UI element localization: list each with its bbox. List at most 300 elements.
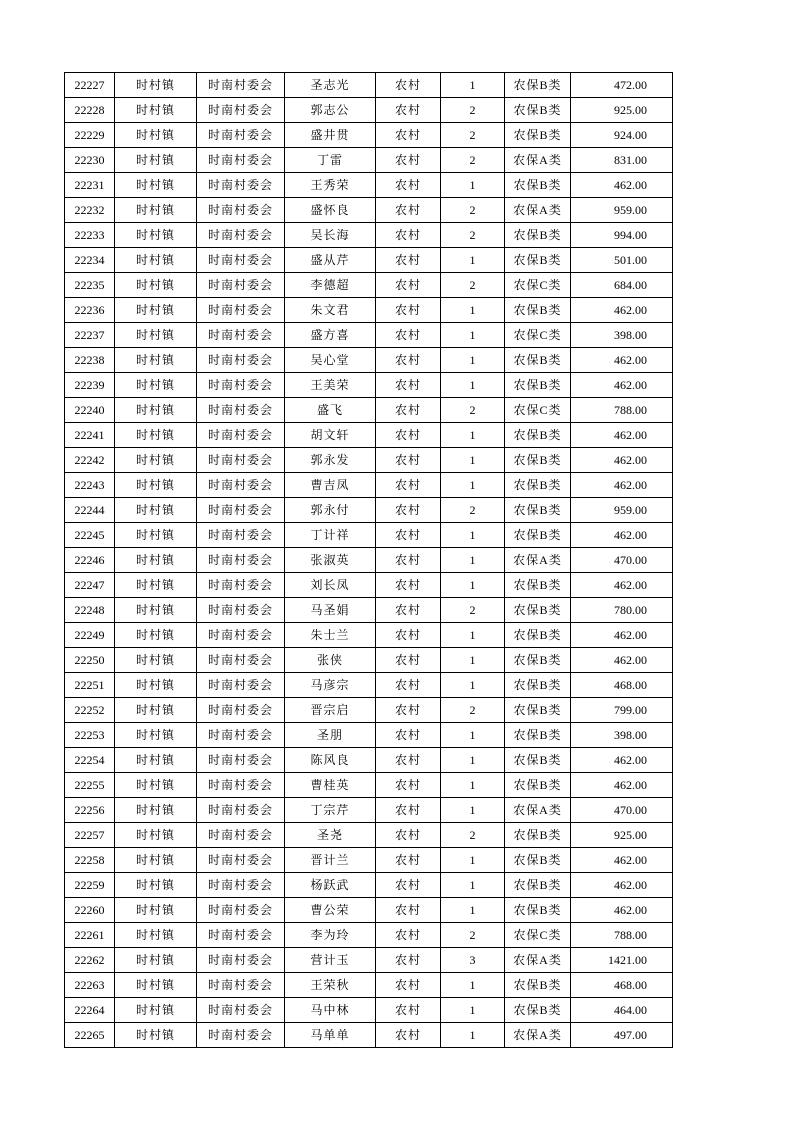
cell-village: 时南村委会 (197, 598, 285, 623)
cell-village: 时南村委会 (197, 373, 285, 398)
cell-category: 农保B类 (505, 973, 571, 998)
table-row (65, 648, 673, 673)
cell-type: 农村 (376, 973, 441, 998)
cell-id: 22234 (65, 248, 115, 273)
cell-type: 农村 (376, 698, 441, 723)
cell-category: 农保B类 (505, 348, 571, 373)
cell-category: 农保B类 (505, 523, 571, 548)
cell-count: 1 (441, 748, 505, 773)
table-row (65, 773, 673, 798)
cell-category: 农保B类 (505, 998, 571, 1023)
table-row (65, 448, 673, 473)
cell-name: 马彦宗 (285, 673, 376, 698)
cell-id: 22233 (65, 223, 115, 248)
cell-town: 时村镇 (115, 448, 197, 473)
cell-amount: 994.00 (571, 223, 673, 248)
cell-id: 22232 (65, 198, 115, 223)
cell-village: 时南村委会 (197, 823, 285, 848)
table-row (65, 523, 673, 548)
cell-amount: 780.00 (571, 598, 673, 623)
table-row (65, 573, 673, 598)
cell-id: 22261 (65, 923, 115, 948)
cell-amount: 462.00 (571, 898, 673, 923)
cell-id: 22262 (65, 948, 115, 973)
cell-count: 1 (441, 973, 505, 998)
cell-name: 朱文君 (285, 298, 376, 323)
cell-name: 盛井贯 (285, 123, 376, 148)
cell-name: 马中林 (285, 998, 376, 1023)
table-row (65, 748, 673, 773)
cell-amount: 462.00 (571, 873, 673, 898)
cell-name: 马圣娟 (285, 598, 376, 623)
cell-town: 时村镇 (115, 423, 197, 448)
table-row (65, 348, 673, 373)
cell-type: 农村 (376, 923, 441, 948)
cell-town: 时村镇 (115, 823, 197, 848)
cell-category: 农保B类 (505, 873, 571, 898)
cell-category: 农保B类 (505, 248, 571, 273)
cell-village: 时南村委会 (197, 223, 285, 248)
cell-name: 吴长海 (285, 223, 376, 248)
cell-count: 1 (441, 848, 505, 873)
cell-id: 22236 (65, 298, 115, 323)
cell-village: 时南村委会 (197, 723, 285, 748)
cell-town: 时村镇 (115, 148, 197, 173)
table-row (65, 798, 673, 823)
cell-town: 时村镇 (115, 73, 197, 98)
cell-name: 盛方喜 (285, 323, 376, 348)
cell-type: 农村 (376, 73, 441, 98)
cell-category: 农保B类 (505, 298, 571, 323)
cell-town: 时村镇 (115, 223, 197, 248)
cell-type: 农村 (376, 373, 441, 398)
cell-amount: 684.00 (571, 273, 673, 298)
cell-name: 盛怀良 (285, 198, 376, 223)
cell-id: 22251 (65, 673, 115, 698)
cell-type: 农村 (376, 398, 441, 423)
cell-id: 22242 (65, 448, 115, 473)
cell-type: 农村 (376, 473, 441, 498)
cell-name: 张侠 (285, 648, 376, 673)
cell-name: 曹公荣 (285, 898, 376, 923)
cell-village: 时南村委会 (197, 973, 285, 998)
table-row (65, 723, 673, 748)
cell-id: 22237 (65, 323, 115, 348)
cell-id: 22253 (65, 723, 115, 748)
cell-amount: 462.00 (571, 423, 673, 448)
cell-type: 农村 (376, 173, 441, 198)
cell-count: 1 (441, 798, 505, 823)
cell-category: 农保B类 (505, 773, 571, 798)
cell-amount: 925.00 (571, 98, 673, 123)
cell-village: 时南村委会 (197, 273, 285, 298)
table-row (65, 173, 673, 198)
cell-village: 时南村委会 (197, 398, 285, 423)
cell-village: 时南村委会 (197, 148, 285, 173)
cell-category: 农保A类 (505, 148, 571, 173)
cell-name: 郭永付 (285, 498, 376, 523)
cell-id: 22264 (65, 998, 115, 1023)
cell-count: 1 (441, 548, 505, 573)
cell-amount: 398.00 (571, 323, 673, 348)
cell-count: 1 (441, 373, 505, 398)
cell-type: 农村 (376, 423, 441, 448)
cell-amount: 464.00 (571, 998, 673, 1023)
table-body (65, 73, 673, 1048)
cell-amount: 462.00 (571, 173, 673, 198)
cell-type: 农村 (376, 548, 441, 573)
cell-type: 农村 (376, 723, 441, 748)
cell-id: 22240 (65, 398, 115, 423)
cell-category: 农保B类 (505, 498, 571, 523)
cell-village: 时南村委会 (197, 548, 285, 573)
cell-village: 时南村委会 (197, 423, 285, 448)
cell-category: 农保A类 (505, 198, 571, 223)
cell-village: 时南村委会 (197, 623, 285, 648)
cell-village: 时南村委会 (197, 648, 285, 673)
cell-name: 丁雷 (285, 148, 376, 173)
cell-id: 22256 (65, 798, 115, 823)
table-row (65, 623, 673, 648)
cell-count: 1 (441, 623, 505, 648)
cell-name: 胡文轩 (285, 423, 376, 448)
cell-type: 农村 (376, 823, 441, 848)
cell-category: 农保B类 (505, 73, 571, 98)
cell-amount: 788.00 (571, 398, 673, 423)
table-row (65, 373, 673, 398)
cell-type: 农村 (376, 623, 441, 648)
cell-amount: 497.00 (571, 1023, 673, 1048)
cell-id: 22244 (65, 498, 115, 523)
cell-id: 22247 (65, 573, 115, 598)
data-table (64, 72, 673, 1048)
cell-amount: 501.00 (571, 248, 673, 273)
cell-village: 时南村委会 (197, 323, 285, 348)
cell-count: 2 (441, 148, 505, 173)
cell-village: 时南村委会 (197, 748, 285, 773)
cell-name: 圣尧 (285, 823, 376, 848)
cell-count: 1 (441, 673, 505, 698)
table-row (65, 598, 673, 623)
cell-count: 2 (441, 398, 505, 423)
cell-town: 时村镇 (115, 773, 197, 798)
cell-category: 农保B类 (505, 473, 571, 498)
cell-category: 农保B类 (505, 723, 571, 748)
cell-village: 时南村委会 (197, 1023, 285, 1048)
cell-village: 时南村委会 (197, 448, 285, 473)
cell-town: 时村镇 (115, 123, 197, 148)
cell-count: 1 (441, 473, 505, 498)
cell-name: 丁宗芹 (285, 798, 376, 823)
cell-village: 时南村委会 (197, 673, 285, 698)
cell-village: 时南村委会 (197, 248, 285, 273)
cell-id: 22230 (65, 148, 115, 173)
cell-name: 王美荣 (285, 373, 376, 398)
cell-village: 时南村委会 (197, 948, 285, 973)
cell-village: 时南村委会 (197, 573, 285, 598)
table-row (65, 848, 673, 873)
cell-id: 22227 (65, 73, 115, 98)
cell-village: 时南村委会 (197, 473, 285, 498)
cell-amount: 462.00 (571, 848, 673, 873)
cell-town: 时村镇 (115, 623, 197, 648)
cell-town: 时村镇 (115, 523, 197, 548)
cell-town: 时村镇 (115, 748, 197, 773)
cell-count: 1 (441, 873, 505, 898)
cell-name: 杨跃武 (285, 873, 376, 898)
cell-amount: 831.00 (571, 148, 673, 173)
cell-category: 农保B类 (505, 848, 571, 873)
cell-count: 2 (441, 498, 505, 523)
cell-amount: 468.00 (571, 673, 673, 698)
table-row (65, 123, 673, 148)
cell-id: 22259 (65, 873, 115, 898)
cell-amount: 468.00 (571, 973, 673, 998)
cell-count: 1 (441, 523, 505, 548)
cell-type: 农村 (376, 98, 441, 123)
cell-id: 22243 (65, 473, 115, 498)
cell-id: 22245 (65, 523, 115, 548)
cell-type: 农村 (376, 773, 441, 798)
cell-id: 22252 (65, 698, 115, 723)
cell-name: 王荣秋 (285, 973, 376, 998)
table-row (65, 273, 673, 298)
cell-village: 时南村委会 (197, 798, 285, 823)
table-row (65, 1023, 673, 1048)
table-row (65, 698, 673, 723)
cell-id: 22248 (65, 598, 115, 623)
cell-type: 农村 (376, 148, 441, 173)
cell-count: 1 (441, 773, 505, 798)
cell-count: 1 (441, 173, 505, 198)
cell-type: 农村 (376, 673, 441, 698)
table-row (65, 948, 673, 973)
cell-village: 时南村委会 (197, 923, 285, 948)
cell-amount: 462.00 (571, 523, 673, 548)
cell-amount: 462.00 (571, 298, 673, 323)
cell-category: 农保B类 (505, 898, 571, 923)
cell-count: 2 (441, 598, 505, 623)
table-row (65, 973, 673, 998)
cell-name: 王秀荣 (285, 173, 376, 198)
cell-town: 时村镇 (115, 498, 197, 523)
cell-amount: 398.00 (571, 723, 673, 748)
cell-amount: 462.00 (571, 373, 673, 398)
cell-amount: 472.00 (571, 73, 673, 98)
cell-type: 农村 (376, 848, 441, 873)
cell-amount: 462.00 (571, 623, 673, 648)
cell-name: 圣志光 (285, 73, 376, 98)
cell-id: 22255 (65, 773, 115, 798)
cell-type: 农村 (376, 898, 441, 923)
cell-id: 22249 (65, 623, 115, 648)
cell-town: 时村镇 (115, 673, 197, 698)
cell-count: 1 (441, 998, 505, 1023)
cell-town: 时村镇 (115, 173, 197, 198)
cell-count: 1 (441, 723, 505, 748)
cell-count: 1 (441, 248, 505, 273)
cell-id: 22228 (65, 98, 115, 123)
table-row (65, 248, 673, 273)
cell-name: 曹吉凤 (285, 473, 376, 498)
cell-type: 农村 (376, 198, 441, 223)
cell-category: 农保B类 (505, 573, 571, 598)
cell-type: 农村 (376, 873, 441, 898)
cell-village: 时南村委会 (197, 998, 285, 1023)
cell-id: 22246 (65, 548, 115, 573)
cell-id: 22229 (65, 123, 115, 148)
cell-type: 农村 (376, 323, 441, 348)
cell-id: 22260 (65, 898, 115, 923)
cell-type: 农村 (376, 748, 441, 773)
cell-type: 农村 (376, 573, 441, 598)
cell-count: 1 (441, 73, 505, 98)
cell-town: 时村镇 (115, 698, 197, 723)
table-row (65, 473, 673, 498)
cell-count: 2 (441, 123, 505, 148)
cell-amount: 959.00 (571, 498, 673, 523)
cell-count: 2 (441, 273, 505, 298)
cell-name: 郭志公 (285, 98, 376, 123)
cell-category: 农保C类 (505, 323, 571, 348)
cell-village: 时南村委会 (197, 123, 285, 148)
cell-village: 时南村委会 (197, 698, 285, 723)
cell-category: 农保C类 (505, 923, 571, 948)
cell-category: 农保B类 (505, 823, 571, 848)
table-row (65, 223, 673, 248)
cell-name: 郭永发 (285, 448, 376, 473)
cell-name: 曹桂英 (285, 773, 376, 798)
cell-type: 农村 (376, 223, 441, 248)
cell-amount: 924.00 (571, 123, 673, 148)
cell-type: 农村 (376, 273, 441, 298)
cell-category: 农保B类 (505, 373, 571, 398)
table-row (65, 198, 673, 223)
cell-category: 农保B类 (505, 423, 571, 448)
cell-category: 农保B类 (505, 123, 571, 148)
table-row (65, 548, 673, 573)
cell-village: 时南村委会 (197, 298, 285, 323)
cell-amount: 1421.00 (571, 948, 673, 973)
cell-count: 1 (441, 423, 505, 448)
cell-amount: 462.00 (571, 748, 673, 773)
cell-town: 时村镇 (115, 548, 197, 573)
cell-amount: 799.00 (571, 698, 673, 723)
cell-type: 农村 (376, 948, 441, 973)
cell-amount: 462.00 (571, 773, 673, 798)
cell-name: 李为玲 (285, 923, 376, 948)
cell-amount: 462.00 (571, 448, 673, 473)
cell-village: 时南村委会 (197, 173, 285, 198)
cell-name: 马单单 (285, 1023, 376, 1048)
cell-category: 农保B类 (505, 748, 571, 773)
cell-type: 农村 (376, 498, 441, 523)
cell-town: 时村镇 (115, 898, 197, 923)
cell-amount: 470.00 (571, 798, 673, 823)
cell-type: 农村 (376, 448, 441, 473)
table-row (65, 423, 673, 448)
table-row (65, 323, 673, 348)
cell-category: 农保B类 (505, 673, 571, 698)
cell-count: 1 (441, 323, 505, 348)
cell-category: 农保A类 (505, 798, 571, 823)
cell-amount: 470.00 (571, 548, 673, 573)
table-row (65, 298, 673, 323)
cell-town: 时村镇 (115, 273, 197, 298)
cell-town: 时村镇 (115, 373, 197, 398)
table-row (65, 823, 673, 848)
cell-town: 时村镇 (115, 848, 197, 873)
cell-category: 农保B类 (505, 623, 571, 648)
cell-town: 时村镇 (115, 398, 197, 423)
cell-count: 2 (441, 698, 505, 723)
cell-town: 时村镇 (115, 723, 197, 748)
cell-town: 时村镇 (115, 248, 197, 273)
cell-type: 农村 (376, 598, 441, 623)
table-row (65, 98, 673, 123)
cell-count: 1 (441, 648, 505, 673)
cell-category: 农保B类 (505, 648, 571, 673)
cell-village: 时南村委会 (197, 898, 285, 923)
cell-type: 农村 (376, 298, 441, 323)
cell-village: 时南村委会 (197, 73, 285, 98)
cell-amount: 462.00 (571, 348, 673, 373)
cell-town: 时村镇 (115, 573, 197, 598)
cell-id: 22241 (65, 423, 115, 448)
cell-name: 丁计祥 (285, 523, 376, 548)
cell-town: 时村镇 (115, 198, 197, 223)
cell-id: 22250 (65, 648, 115, 673)
cell-town: 时村镇 (115, 298, 197, 323)
cell-category: 农保C类 (505, 398, 571, 423)
cell-count: 1 (441, 448, 505, 473)
cell-amount: 462.00 (571, 573, 673, 598)
cell-id: 22258 (65, 848, 115, 873)
cell-town: 时村镇 (115, 473, 197, 498)
cell-type: 农村 (376, 123, 441, 148)
cell-id: 22254 (65, 748, 115, 773)
cell-town: 时村镇 (115, 1023, 197, 1048)
cell-category: 农保B类 (505, 173, 571, 198)
cell-id: 22238 (65, 348, 115, 373)
cell-count: 2 (441, 198, 505, 223)
cell-type: 农村 (376, 348, 441, 373)
cell-village: 时南村委会 (197, 348, 285, 373)
cell-name: 营计玉 (285, 948, 376, 973)
cell-category: 农保B类 (505, 223, 571, 248)
table-row (65, 148, 673, 173)
table-row (65, 898, 673, 923)
cell-town: 时村镇 (115, 323, 197, 348)
cell-count: 1 (441, 573, 505, 598)
cell-count: 1 (441, 898, 505, 923)
cell-amount: 959.00 (571, 198, 673, 223)
cell-type: 农村 (376, 1023, 441, 1048)
cell-amount: 462.00 (571, 648, 673, 673)
cell-category: 农保C类 (505, 273, 571, 298)
cell-name: 盛从芹 (285, 248, 376, 273)
cell-amount: 788.00 (571, 923, 673, 948)
table-row (65, 923, 673, 948)
cell-id: 22265 (65, 1023, 115, 1048)
cell-village: 时南村委会 (197, 498, 285, 523)
table-row (65, 673, 673, 698)
cell-town: 时村镇 (115, 98, 197, 123)
cell-name: 李德超 (285, 273, 376, 298)
cell-town: 时村镇 (115, 798, 197, 823)
cell-type: 农村 (376, 998, 441, 1023)
cell-count: 2 (441, 823, 505, 848)
